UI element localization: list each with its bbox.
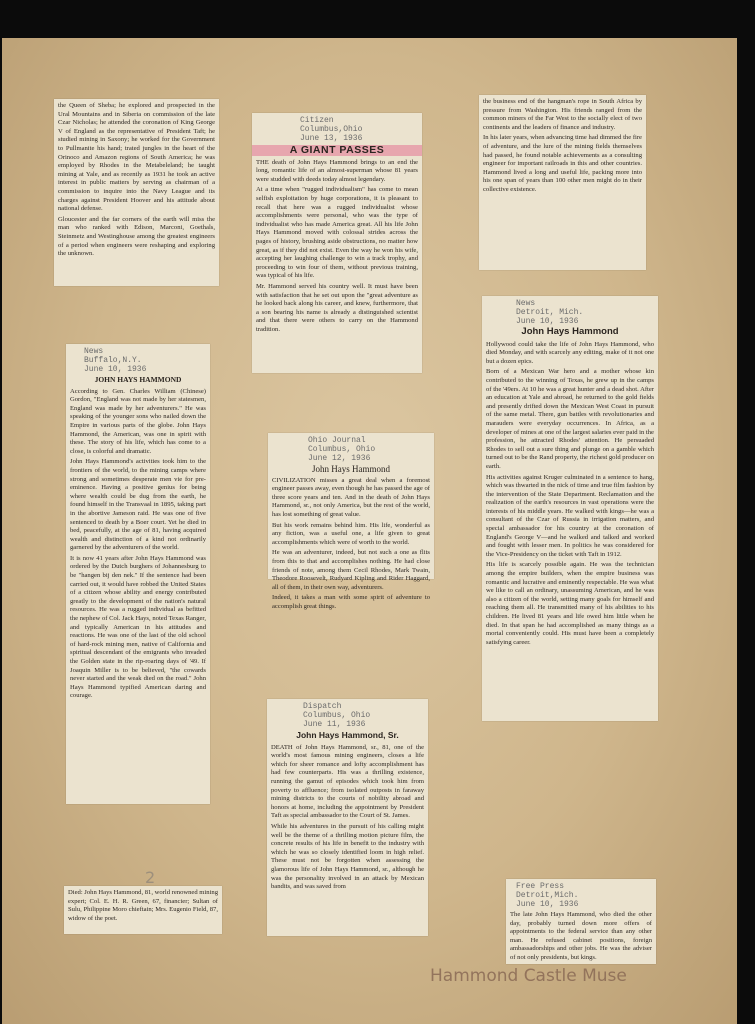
paragraph: It is now 41 years after John Hays Hammond was ordered by the Dutch burghers of Johannesburg to be "hangen bij den nek." If the sentence had been carried out, it would have robbed the United States of a citizen whose ability and energy contributed greatly to the development of the nation's natural resources. He was a rugged individual as befitted the nephew of Col. Jack Hays, noted Texas Ranger, and typically American in his attitudes and reactions. He was one of the last of the old school of hard-rock mining men, native of California and spiritual descendant of the emigrants who invaded the Golden state in the rip-roaring days of '49. If Joaquin Miller is to be believed, "the cowards never started and the weak died on the road." John Hays Hammond typified American daring and courage. bbox=[70, 554, 206, 700]
paragraph: Gloucester and the far corners of the earth will miss the man who ranked with Edison, Marconi, Goethals, Steinmetz and Westinghouse among the greatest engineers of a period when engineers were reshaping and exploring the unknown. bbox=[58, 215, 215, 258]
paragraph: CIVILIZATION misses a great deal when a foremost engineer passes away, even though he has passed the age of three score years and ten. And in the death of John Hays Hammond, sr., not only America, but the rest of the world, has lost something of great value. bbox=[272, 476, 430, 518]
clipping-top-right bbox=[479, 95, 646, 270]
pencil-page-number: 2 bbox=[145, 868, 156, 887]
paragraph: He was an adventurer, indeed, but not such a one as flits from this to that and accomplishes nothing. He had close friends of note, among them Cecil Rhodes, Mark Twain, Theodore Roosevelt, Rudyard Kipling and Rider Haggard, all of them, in their own way, adventurers. bbox=[272, 549, 430, 591]
clipping-ohio-journal bbox=[268, 433, 434, 610]
clipping-top-left bbox=[54, 99, 219, 286]
paragraph: Died: John Hays Hammond, 81, world renowned mining expert; Col. E. H. R. Green, 67, financier; Sultan of Sulu, Philippine Moro chieftain; Mrs. Eugenio Field, 87, widow of the poet. bbox=[68, 889, 218, 922]
clipping-died-notice bbox=[64, 886, 222, 934]
clipping-giant-passes bbox=[252, 113, 422, 373]
paragraph: According to Gen. Charles William (Chinese) Gordon, "England was not made by her statesmen, England was made by her adventurers." He was speaking of the younger sons who nailed down the Empire in various parts of the globe. John Hays Hammond, the American, was one in spirit with these. The story of his life, which has come to a close, is colorful and dramatic. bbox=[70, 387, 206, 455]
paragraph: In his later years, when advancing time had dimmed the fire of adventure, and the lure of the mining fields themselves had passed, he found notable achievements as a consulting engineer for important railroads in this and other countries. Hammond lived a long and useful life, packing more into his one span of years than 100 other men might do in their collective existence. bbox=[483, 134, 642, 193]
headline: John Hays Hammond, Sr. bbox=[296, 730, 399, 740]
clipping-dispatch bbox=[267, 699, 428, 936]
paragraph: THE death of John Hays Hammond brings to an end the long, romantic life of an almost-superman whose 81 years were studded with deeds today almost legendary. bbox=[256, 158, 418, 183]
paragraph: John Hays Hammond's activities took him to the frontiers of the world, to the mining camps where strong and sometimes desperate men vie for pre-eminence. Having a positive genius for being where wealth could be dug from the earth, he found himself in the Transvaal in 1895, taking part in the abortive Jameson raid. He was one of five sentenced to death by a Boer court. Yet he died in bed, peacefully, at the age of 81, having acquired wealth and distinction of a kind not ordinarily garnered by the adventurers of the world. bbox=[70, 458, 206, 552]
paragraph: Hollywood could take the life of John Hays Hammond, who died Monday, and with scarcely any editing, make of it not one but a dozen epics. bbox=[486, 340, 654, 365]
newspaper-stamp: Ohio Journal Columbus, Ohio June 12, 1936 bbox=[308, 436, 376, 463]
paragraph: Mr. Hammond served his country well. It must have been with satisfaction that he set out upon the "great adventure as he looked back along his career, and knew, furthermore, that a son bearing his name is already a distinguished scientist and that there were others to carry on the Hammond tradition. bbox=[256, 282, 418, 333]
paragraph: His life is scarcely possible again. He was the technician among the empire builders, when the empire business was romantic and lucrative and eminently respectable. He was what we like to call an ordinary, unassuming American, and he was also a citizen of the world, setting many goals for himself and reaching them all. He transmitted many of his abilities to his children. He lived 81 years and life owed him little when he died. In that span he had accomplished as many things as a mortal conveniently could. His must have been a completely satisfying career. bbox=[486, 561, 654, 646]
headline: John Hays Hammond bbox=[312, 464, 390, 474]
newspaper-stamp: News Detroit, Mich. June 10, 1936 bbox=[516, 299, 584, 326]
headline: A GIANT PASSES bbox=[252, 145, 422, 156]
clipping-detroit-news bbox=[482, 296, 658, 721]
newspaper-stamp: Dispatch Columbus, Ohio June 11, 1936 bbox=[303, 702, 371, 729]
paragraph: While his adventures in the pursuit of his calling might well be the theme of a thrilling motion picture film, the concrete results of his life in benefit to the industry with which he was so closely identified loom in high relief. These must not be forgotten when assessing the glamorous life of John Hays Hammond, sr., although he was the personality involved in an attack by Mexican bandits, and was saved from bbox=[271, 822, 424, 891]
paragraph: the Queen of Sheba; he explored and prospected in the Ural Mountains and in Siberia on commission of the late Czar Nicholas; he attended the coronation of King George V of England as the representative of President Taft; he studied mining in Saxony; he worked for the Government to Pullmanite his hand; trated jungles in the heart of the Orinoco and Amazon regions of South America; he was employed by Rhodes in the Metabeleland; he taught mining at Yale, and as recently as 1931 he took an active interest in public matters by serving as chairman of a commission to inquire into the Navy League and its charges against President Hoover and his attitude about national defense. bbox=[58, 102, 215, 213]
paragraph: DEATH of John Hays Hammond, sr., 81, one of the world's most famous mining engineers, closes a life which for sheer romance and lofty accomplishment has had few counterparts. His was a thrilling existence, running the gamut of episodes which took him from poverty to affluence; from isolated outposts in faraway mining districts to the courts of nobility abroad and honors at home, including the appointment by President Taft as special ambassador to the Court of St. James. bbox=[271, 743, 424, 820]
paragraph: Indeed, it takes a man with some spirit of adventure to accomplish great things. bbox=[272, 594, 430, 610]
newspaper-stamp: Citizen Columbus,Ohio June 13, 1936 bbox=[300, 116, 363, 143]
paragraph: At a time when "rugged individualism" has come to mean selfish exploitation by huge corporations, it is pleasant to recall that here was a rugged individualist whose accomplishments were personal, who was the type of individualist who has made America great. All his life John Hays Hammond moved with colossal strides across the pages of history, brushing aside obstructions, no matter how great, as if they did not exist. Even the way he won his wife, accepting her laughing challenge to win a track trophy, and proceeding to win four of them, without previous training, was typical of his life. bbox=[256, 186, 418, 280]
paragraph: But his work remains behind him. His life, wonderful as any fiction, was a useful one, a life given to great accomplishments which were of worth to the world. bbox=[272, 521, 430, 546]
paragraph: His activities against Kruger culminated in a sentence to hang, which was thwarted in the nick of time and true film fashion by the intervention of the State Department. Reclamation and the realization of the earth's resources in vast operations were the interests of his middle years. He walked with kings—he was a consultant of the Czar of Russia in irrigation matters, and special ambassador for his country at the coronation of England's George V—and he walked and talked and worked and fought with lesser men. In politics he was considered for the Vice-Presidency on the ticket with Taft in 1912. bbox=[486, 473, 654, 558]
paragraph: the business end of the hangman's rope in South Africa by pressure from Washington. His friends ranged from the common miners of the Far West to the socially elect of two continents and the leaders of finance and industry. bbox=[483, 98, 642, 131]
paragraph: The late John Hays Hammond, who died the other day, probably turned down more offers of appointments to the federal service than any other man. He refused cabinet positions, foreign ambassadorships and other jobs. He was the adviser of not only presidents, but kings. bbox=[510, 911, 652, 961]
headline: John Hays Hammond bbox=[521, 326, 619, 337]
clipping-buffalo-news bbox=[66, 344, 210, 804]
clipping-free-press bbox=[506, 879, 656, 964]
newspaper-stamp: News Buffalo,N.Y. June 10, 1936 bbox=[84, 347, 147, 374]
newspaper-stamp: Free Press Detroit,Mich. June 10, 1936 bbox=[516, 882, 579, 909]
museum-watermark: Hammond Castle Muse bbox=[430, 966, 627, 986]
paragraph: Born of a Mexican War hero and a mother whose kin contributed to the winning of Texas, he grew up in the camps of the '49ers. At 10 he was a great hunter and a dead shot. After an education at Yale and abroad, he returned to the gold fields and presently drifted down the Mexican West Coast in pursuit of the same metal. There, gun battles with revolutionaries and marauders were everyday occurrences. In Africa, as a developer of mines at one of the largest salaries ever paid in the profession, he attracted Rhodes' attention. He persuaded Rhodes to sell out a sure thing and plunge on a gamble which turned out to be the Rand property, the richest gold producer on earth. bbox=[486, 368, 654, 470]
headline: JOHN HAYS HAMMOND bbox=[94, 375, 182, 384]
